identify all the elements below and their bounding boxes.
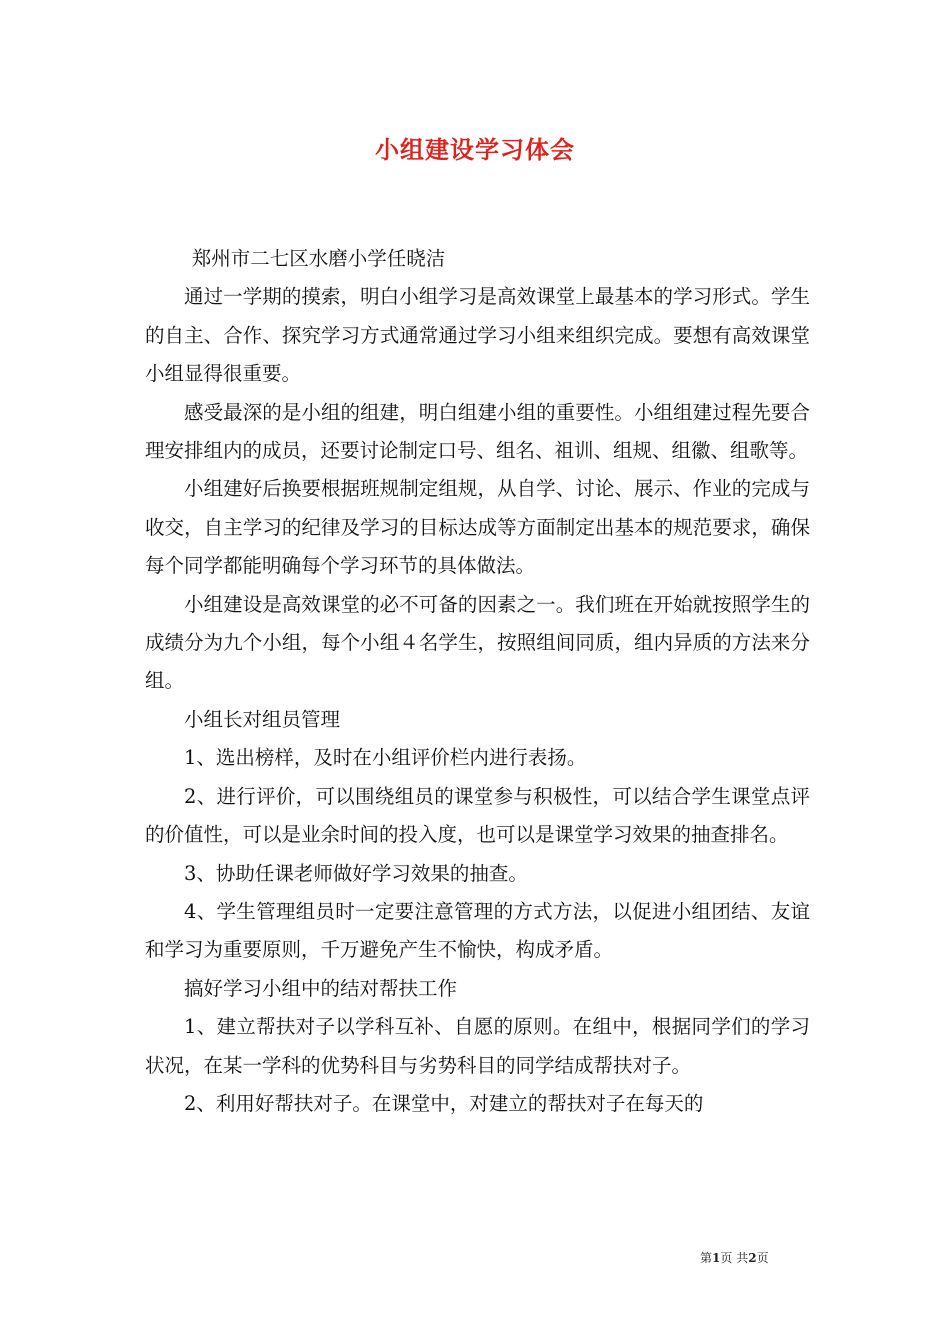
- section-heading: 小组长对组员管理: [184, 707, 341, 731]
- paragraph: 感受最深的是小组的组建，明白组建小组的重要性。小组组建过程先要合理安排组内的成员，还要讨论制定口号、组名、祖训、组规、组徽、组歌等。: [145, 400, 810, 463]
- list-item: 2、进行评价，可以围绕组员的课堂参与积极性，可以结合学生课堂点评的价值性，可以是业余时间的投入度，也可以是课堂学习效果的抽查排名。: [145, 784, 810, 847]
- list-item: 2、利用好帮扶对子。在课堂中，对建立的帮扶对子在每天的: [184, 1091, 704, 1115]
- total-pages-number: 2: [748, 1251, 757, 1265]
- section-heading: 搞好学习小组中的结对帮扶工作: [184, 976, 458, 1000]
- list-item: 1、选出榜样，及时在小组评价栏内进行表扬。: [184, 746, 587, 770]
- list-item: 4、学生管理组员时一定要注意管理的方式方法，以促进小组团结、友谊和学习为重要原则，千万避免产生不愉快，构成矛盾。: [145, 899, 810, 962]
- paragraph: 小组建设是高效课堂的必不可备的因素之一。我们班在开始就按照学生的成绩分为九个小组，每个小组４名学生，按照组间同质，组内异质的方法来分组。: [145, 592, 810, 693]
- list-item: 1、建立帮扶对子以学科互补、自愿的原则。在组中，根据同学们的学习状况，在某一学科的优势科目与劣势科目的同学结成帮扶对子。: [145, 1015, 810, 1077]
- document-body: [145, 240, 810, 1123]
- document-title: 小组建设学习体会: [375, 135, 575, 164]
- paragraph: 小组建好后换要根据班规制定组规，从自学、讨论、展示、作业的完成与收交，自主学习的纪律及学习的目标达成等方面制定出基本的规范要求，确保每个同学都能明确每个学习环节的具体做法。: [145, 477, 810, 578]
- list-item: 3、协助任课老师做好学习效果的抽查。: [184, 861, 528, 885]
- footer-prefix: 第: [700, 1251, 713, 1265]
- page-footer: [700, 1250, 820, 1266]
- current-page-number: 1: [712, 1251, 721, 1265]
- paragraph: 通过一学期的摸索，明白小组学习是高效课堂上最基本的学习形式。学生的自主、合作、探究学习方式通常通过学习小组来组织完成。要想有高效课堂小组显得很重要。: [145, 285, 810, 386]
- author-line: 郑州市二七区水磨小学任晓洁: [191, 247, 446, 270]
- footer-middle: 页 共: [720, 1251, 749, 1265]
- footer-suffix: 页: [756, 1251, 769, 1265]
